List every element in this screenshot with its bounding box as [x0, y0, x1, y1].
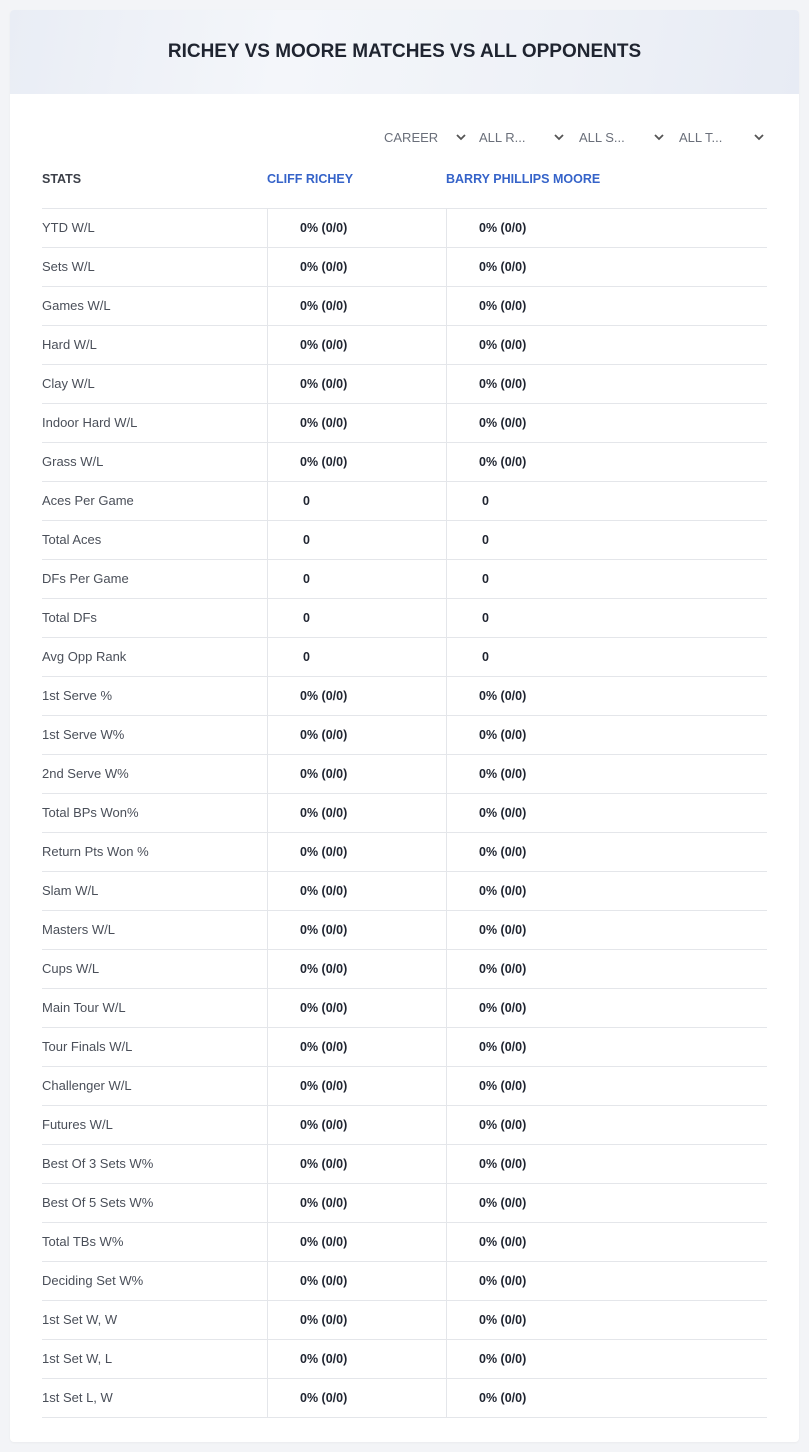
player2-stat-value: 0% (0/0) [446, 1028, 767, 1066]
player1-stat-value: 0% (0/0) [267, 1340, 446, 1378]
player1-stat-value: 0% (0/0) [267, 287, 446, 325]
player2-stat-value: 0% (0/0) [446, 1184, 767, 1222]
table-row [42, 871, 767, 910]
player1-stat-value: 0% (0/0) [267, 443, 446, 481]
player1-stat-value: 0% (0/0) [267, 1028, 446, 1066]
player2-stat-value: 0% (0/0) [446, 1223, 767, 1261]
stat-name: Clay W/L [42, 376, 95, 391]
player2-stat-value: 0% (0/0) [446, 911, 767, 949]
player2-stat-value: 0% (0/0) [446, 794, 767, 832]
stats-card [10, 10, 799, 1442]
stat-name: Tour Finals W/L [42, 1039, 133, 1054]
table-row [42, 286, 767, 325]
player1-stat-value: 0% (0/0) [267, 1301, 446, 1339]
table-row [42, 598, 767, 637]
player1-stat-value: 0 [267, 482, 446, 520]
stat-name: Total DFs [42, 610, 97, 625]
table-row [42, 1105, 767, 1144]
filter-bar [10, 126, 799, 148]
player1-stat-value: 0 [267, 560, 446, 598]
stat-name: 1st Serve W% [42, 727, 125, 742]
stat-name: Best Of 3 Sets W% [42, 1156, 154, 1171]
page-title: RICHEY VS MOORE MATCHES VS ALL OPPONENTS [167, 41, 642, 62]
filter-period-select[interactable] [384, 126, 438, 148]
table-row [42, 676, 767, 715]
stat-name: Total TBs W% [42, 1234, 124, 1249]
player1-stat-value: 0% (0/0) [267, 755, 446, 793]
player2-stat-value: 0% (0/0) [446, 1067, 767, 1105]
stat-name: Masters W/L [42, 922, 115, 937]
player2-stat-value: 0% (0/0) [446, 989, 767, 1027]
player2-stat-value: 0% (0/0) [446, 1145, 767, 1183]
stat-name: Challenger W/L [42, 1078, 132, 1093]
player2-stat-value: 0% (0/0) [446, 404, 767, 442]
stat-name: Cups W/L [42, 961, 100, 976]
filter-surface-select[interactable] [579, 126, 625, 148]
player2-stat-value: 0 [446, 599, 767, 637]
player1-stat-value: 0% (0/0) [267, 989, 446, 1027]
filter-tournament-select[interactable] [679, 126, 722, 148]
table-row [42, 481, 767, 520]
stats-table [42, 208, 767, 1418]
stat-name: Best Of 5 Sets W% [42, 1195, 154, 1210]
table-row [42, 364, 767, 403]
player2-stat-value: 0% (0/0) [446, 755, 767, 793]
player2-stat-value: 0% (0/0) [446, 443, 767, 481]
stat-name: Total BPs Won% [42, 805, 139, 820]
stat-name: Indoor Hard W/L [42, 415, 138, 430]
player1-stat-value: 0% (0/0) [267, 1106, 446, 1144]
table-row [42, 1144, 767, 1183]
table-row [42, 949, 767, 988]
table-row [42, 910, 767, 949]
player2-stat-value: 0% (0/0) [446, 248, 767, 286]
stat-name: Hard W/L [42, 337, 97, 352]
stat-name: YTD W/L [42, 220, 95, 235]
stat-name: Avg Opp Rank [42, 649, 127, 664]
player2-stat-value: 0% (0/0) [446, 365, 767, 403]
stat-name: 1st Serve % [42, 688, 113, 703]
chevron-down-icon [454, 130, 468, 144]
table-row [42, 754, 767, 793]
player1-stat-value: 0% (0/0) [267, 326, 446, 364]
player2-stat-value: 0% (0/0) [446, 1301, 767, 1339]
table-row [42, 208, 767, 247]
stat-name: Total Aces [42, 532, 102, 547]
table-row [42, 1339, 767, 1378]
stat-name: 1st Set W, L [42, 1351, 113, 1366]
player1-stat-value: 0% (0/0) [267, 365, 446, 403]
stat-name: Slam W/L [42, 883, 99, 898]
table-row [42, 442, 767, 481]
player2-stat-value: 0% (0/0) [446, 950, 767, 988]
chevron-down-icon [652, 130, 666, 144]
table-row [42, 520, 767, 559]
player1-stat-value: 0% (0/0) [267, 1184, 446, 1222]
player2-stat-value: 0% (0/0) [446, 677, 767, 715]
filter-round-label: ALL R... [479, 129, 526, 145]
player1-stat-value: 0% (0/0) [267, 404, 446, 442]
player1-stat-value: 0% (0/0) [267, 833, 446, 871]
table-row [42, 559, 767, 598]
filter-round-select[interactable] [479, 126, 525, 148]
stat-name: DFs Per Game [42, 571, 129, 586]
player2-stat-value: 0% (0/0) [446, 1262, 767, 1300]
stat-name: 2nd Serve W% [42, 766, 129, 781]
player1-stat-value: 0 [267, 638, 446, 676]
table-row [42, 1066, 767, 1105]
table-row [42, 1378, 767, 1418]
column-header-player1-link[interactable]: CLIFF RICHEY [267, 172, 354, 186]
chevron-down-icon [752, 130, 766, 144]
table-row [42, 637, 767, 676]
table-row [42, 1300, 767, 1339]
player1-stat-value: 0 [267, 521, 446, 559]
player2-stat-value: 0% (0/0) [446, 326, 767, 364]
player2-stat-value: 0 [446, 482, 767, 520]
player1-stat-value: 0% (0/0) [267, 1067, 446, 1105]
stat-name: Sets W/L [42, 259, 95, 274]
card-header [10, 10, 799, 94]
player1-stat-value: 0% (0/0) [267, 716, 446, 754]
stat-name: 1st Set W, W [42, 1312, 118, 1327]
player2-stat-value: 0 [446, 560, 767, 598]
filter-period-label: CAREER [384, 129, 439, 145]
table-row [42, 1222, 767, 1261]
table-row [42, 1261, 767, 1300]
stat-name: Futures W/L [42, 1117, 113, 1132]
stat-name: Deciding Set W% [42, 1273, 144, 1288]
player2-stat-value: 0% (0/0) [446, 833, 767, 871]
player2-stat-value: 0% (0/0) [446, 872, 767, 910]
player2-stat-value: 0% (0/0) [446, 1379, 767, 1417]
table-row [42, 988, 767, 1027]
player1-stat-value: 0% (0/0) [267, 1223, 446, 1261]
player1-stat-value: 0% (0/0) [267, 209, 446, 247]
player1-stat-value: 0% (0/0) [267, 1262, 446, 1300]
stat-name: Main Tour W/L [42, 1000, 126, 1015]
column-header-player2-link[interactable]: BARRY PHILLIPS MOORE [446, 172, 601, 186]
player2-stat-value: 0 [446, 638, 767, 676]
player1-stat-value: 0% (0/0) [267, 248, 446, 286]
player1-stat-value: 0% (0/0) [267, 872, 446, 910]
table-row [42, 793, 767, 832]
player1-stat-value: 0% (0/0) [267, 950, 446, 988]
player1-stat-value: 0% (0/0) [267, 794, 446, 832]
player2-stat-value: 0% (0/0) [446, 209, 767, 247]
table-row [42, 832, 767, 871]
player1-stat-value: 0% (0/0) [267, 1145, 446, 1183]
table-row [42, 715, 767, 754]
table-row [42, 247, 767, 286]
stat-name: Games W/L [42, 298, 111, 313]
stat-name: Grass W/L [42, 454, 104, 469]
stat-name: Return Pts Won % [42, 844, 149, 859]
player2-stat-value: 0 [446, 521, 767, 559]
table-row [42, 403, 767, 442]
player2-stat-value: 0% (0/0) [446, 716, 767, 754]
filter-surface-label: ALL S... [579, 129, 625, 145]
table-row [42, 325, 767, 364]
table-row [42, 1183, 767, 1222]
player1-stat-value: 0% (0/0) [267, 911, 446, 949]
stat-name: Aces Per Game [42, 493, 134, 508]
filter-tournament-label: ALL T... [679, 129, 723, 145]
chevron-down-icon [552, 130, 566, 144]
player2-stat-value: 0% (0/0) [446, 1340, 767, 1378]
player2-stat-value: 0% (0/0) [446, 287, 767, 325]
column-header-stats: STATS [42, 172, 82, 186]
player1-stat-value: 0% (0/0) [267, 677, 446, 715]
table-row [42, 1027, 767, 1066]
player1-stat-value: 0 [267, 599, 446, 637]
stat-name: 1st Set L, W [42, 1390, 113, 1405]
player2-stat-value: 0% (0/0) [446, 1106, 767, 1144]
player1-stat-value: 0% (0/0) [267, 1379, 446, 1417]
